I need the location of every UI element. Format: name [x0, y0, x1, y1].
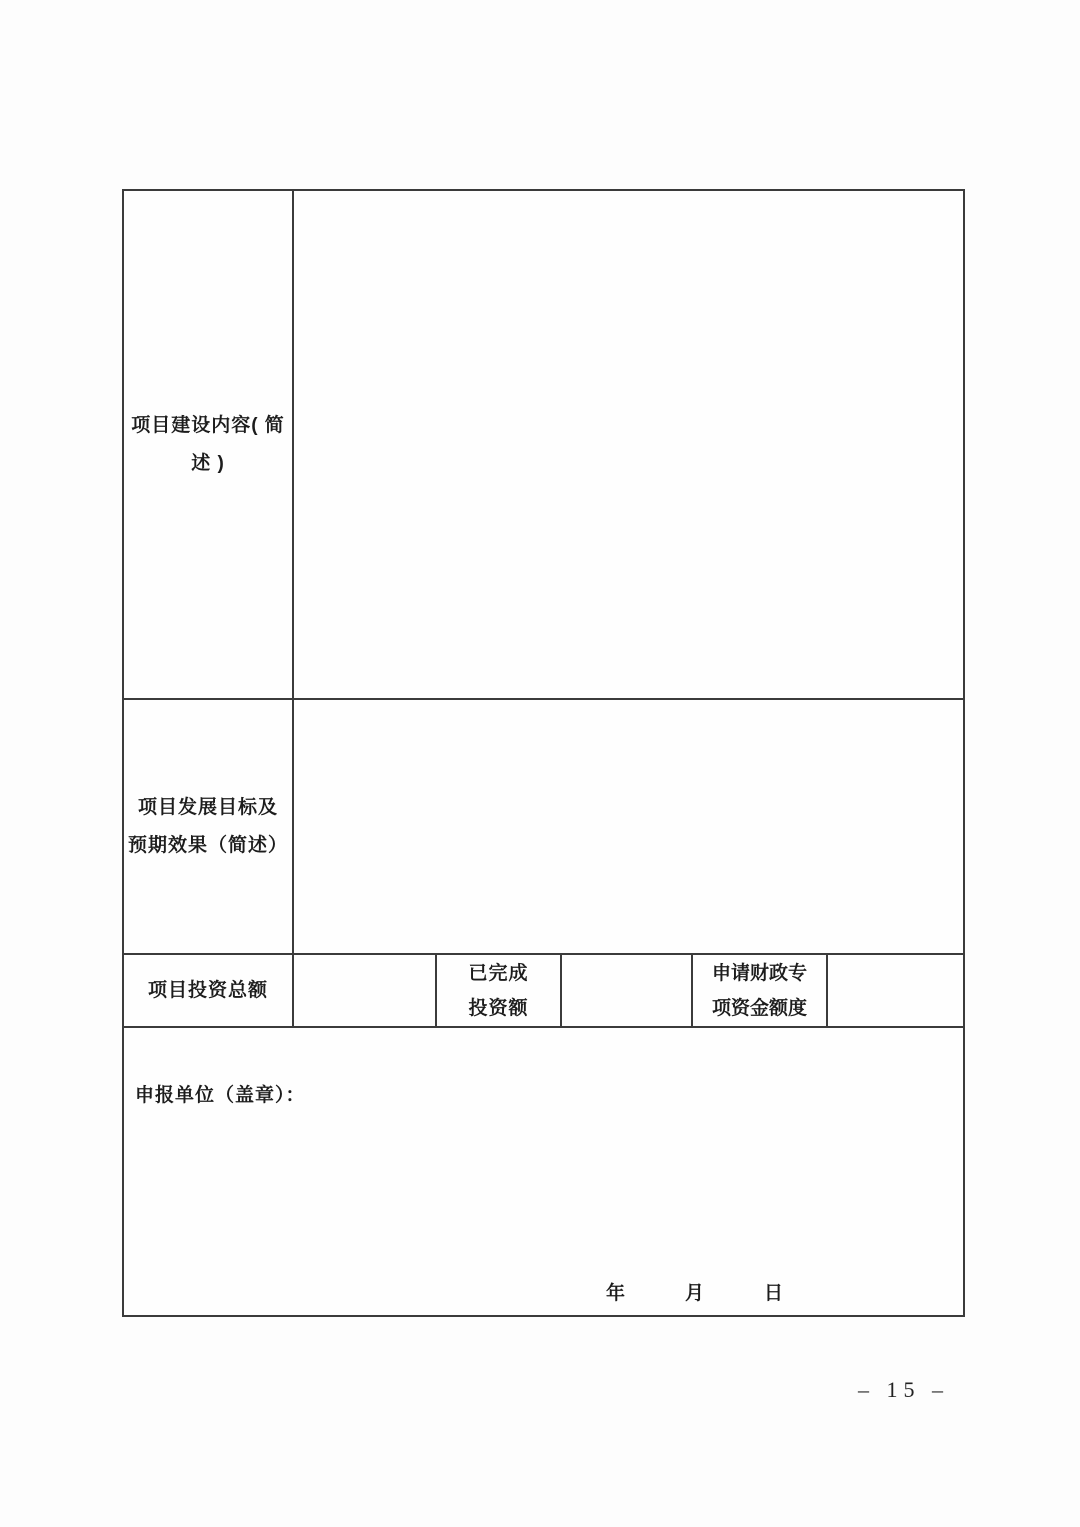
row-project-goals [124, 698, 963, 953]
completed-investment-label-cell [435, 955, 560, 1026]
project-content-label-line1: 项目建设内容( 简 [131, 414, 285, 436]
project-goals-value-cell [292, 700, 963, 953]
special-fund-label-cell [691, 955, 826, 1026]
row-declaration [124, 1026, 963, 1315]
project-content-label-cell [124, 191, 292, 698]
project-content-label-line2: 述 ) [191, 452, 225, 474]
project-goals-label-line1: 项目发展目标及 [137, 796, 278, 818]
page-number: – 15 – [858, 1377, 949, 1402]
declaring-unit-seal-label: 申报单位（盖章）： [135, 1085, 306, 1106]
project-goals-label-cell [124, 700, 292, 953]
project-goals-label-line2: 预期效果（简述） [127, 834, 288, 856]
project-content-value-cell [292, 191, 963, 698]
special-fund-value-cell [826, 955, 963, 1026]
special-fund-label-line1: 申请财政专 [711, 962, 807, 984]
date-day-label: 日 [764, 1283, 784, 1304]
date-month-label: 月 [685, 1283, 705, 1304]
completed-investment-value-cell [560, 955, 691, 1026]
investment-total-label-cell [124, 955, 292, 1026]
row-project-content [124, 191, 963, 698]
application-form-table [122, 189, 965, 1317]
date-year-label: 年 [606, 1283, 626, 1304]
completed-investment-label-line1: 已完成 [468, 962, 529, 984]
date-line [606, 1278, 783, 1305]
investment-total-label: 项目投资总额 [147, 979, 268, 1001]
investment-total-value-cell [292, 955, 435, 1026]
completed-investment-label-line2: 投资额 [468, 997, 529, 1019]
special-fund-label-line2: 项资金额度 [711, 997, 807, 1019]
row-investment [124, 953, 963, 1026]
